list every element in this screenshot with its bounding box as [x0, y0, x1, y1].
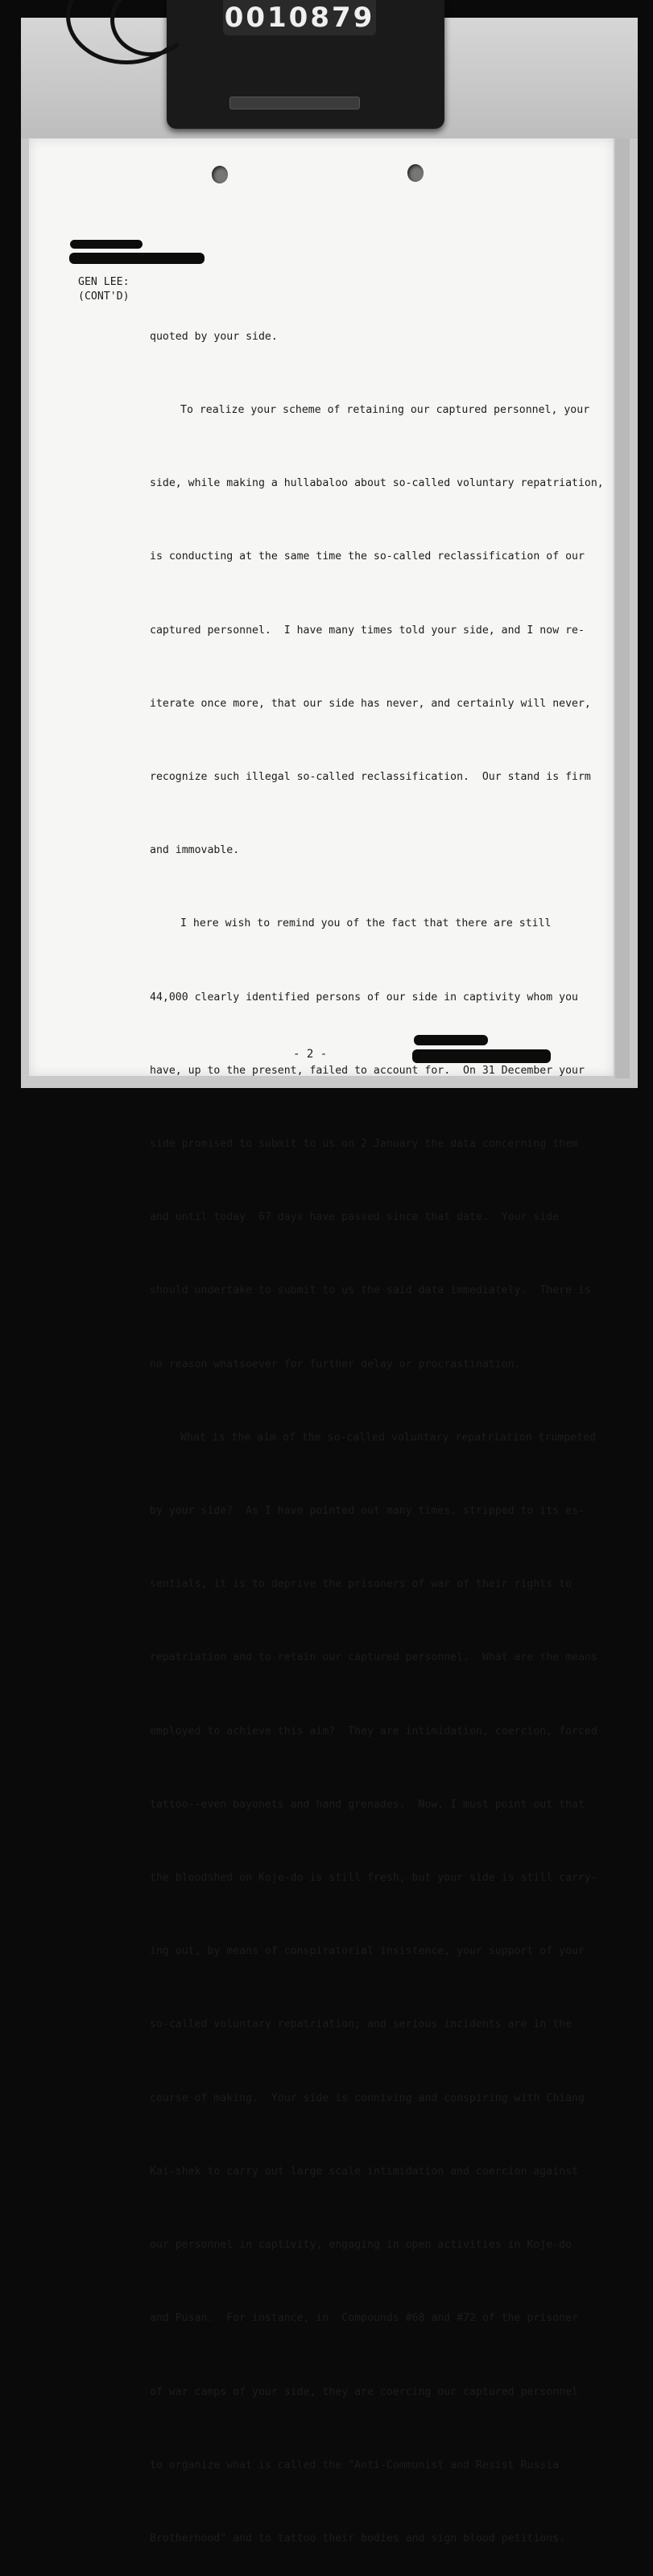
speaker-continued: (CONT'D): [78, 291, 130, 303]
body-line: quoted by your side.: [150, 330, 278, 343]
frame-counter-reading: 0010879: [224, 2, 375, 34]
body-line: to organize what is called the "Anti-Communist and Resist Russia: [150, 2459, 560, 2471]
body-line: Kai-shek to carry out large scale intimidation and coercion against: [150, 2165, 578, 2178]
body-line: employed to achieve this aim? They are intimidation, coercion, forced: [150, 1725, 597, 1737]
body-line: and Pusan. For instance, in Compounds #68 and #72 of the prisoner: [150, 2312, 578, 2325]
body-line: side promised to submit to us on 2 January the data concerning them: [150, 1138, 578, 1151]
body-line: is conducting at the same time the so-called reclassification of our: [150, 550, 585, 563]
body-line: repatriation and to retain our captured personnel. What are the means: [150, 1651, 597, 1664]
redaction-bar: [69, 253, 205, 264]
body-line: and until today 67 days have passed since that date. Your side: [150, 1211, 560, 1224]
body-line: side, while making a hullabaloo about so-called voluntary repatriation,: [150, 477, 604, 490]
redaction-bar: [70, 240, 143, 249]
punch-hole-icon: [212, 166, 228, 183]
body-line: What is the aim of the so-called voluntary repatriation trumpeted: [180, 1431, 597, 1444]
body-line: recognize such illegal so-called reclassification. Our stand is firm: [150, 771, 591, 784]
body-line: To realize your scheme of retaining our captured personnel, your: [180, 404, 590, 417]
body-line: and immovable.: [150, 844, 240, 857]
body-line: iterate once more, that our side has never, and certainly will never,: [150, 697, 591, 710]
body-line: by your side? As I have pointed out many times, stripped to its es-: [150, 1505, 585, 1518]
body-line: course of making. Your side is conniving and conspiring with Chiang: [150, 2092, 585, 2104]
body-line: so-called voluntary repatriation; and serious incidents are in the: [150, 2018, 572, 2031]
body-line: Brotherhood" and to tattoo their bodies and sign blood petitions.: [150, 2532, 566, 2545]
body-line: our personnel in captivity, engaging in open activities in Koje-do: [150, 2239, 572, 2252]
body-line: 44,000 clearly identified persons of our side in captivity whom you: [150, 991, 578, 1004]
body-line: ing out, by means of conspiratorial insistence, your support of your: [150, 1945, 585, 1958]
body-line: I here wish to remind you of the fact that there are still: [180, 917, 552, 930]
speaker-label: [78, 275, 130, 304]
body-line: the bloodshed on Koje-do is still fresh, but your side is still carry-: [150, 1872, 597, 1885]
speaker-name: GEN LEE:: [78, 276, 130, 288]
body-text: [150, 276, 604, 2576]
body-line: captured personnel. I have many times told your side, and I now re-: [150, 624, 585, 637]
body-line: should undertake to submit to us the said data immediately. There is: [150, 1284, 591, 1297]
body-line: sentials, it is to deprive the prisoners of war of their rights to: [150, 1578, 572, 1591]
punch-hole-icon: [407, 164, 424, 182]
counter-slot: [229, 97, 360, 109]
redaction-bar: [412, 1049, 551, 1063]
redaction-bar: [414, 1035, 488, 1045]
frame-counter-device: [167, 0, 444, 129]
body-line: tattoo--even bayonets and hand grenades. Now, I must point out that: [150, 1798, 585, 1811]
body-line: have, up to the present, failed to account for. On 31 December your: [150, 1064, 585, 1077]
body-line: of war camps of your side, they are coercing our captured personnel: [150, 2385, 578, 2398]
body-line: no reason whatsoever for further delay or procrastination.: [150, 1358, 521, 1370]
page-number: - 2 -: [293, 1048, 328, 1061]
page-edge: [615, 138, 630, 1078]
